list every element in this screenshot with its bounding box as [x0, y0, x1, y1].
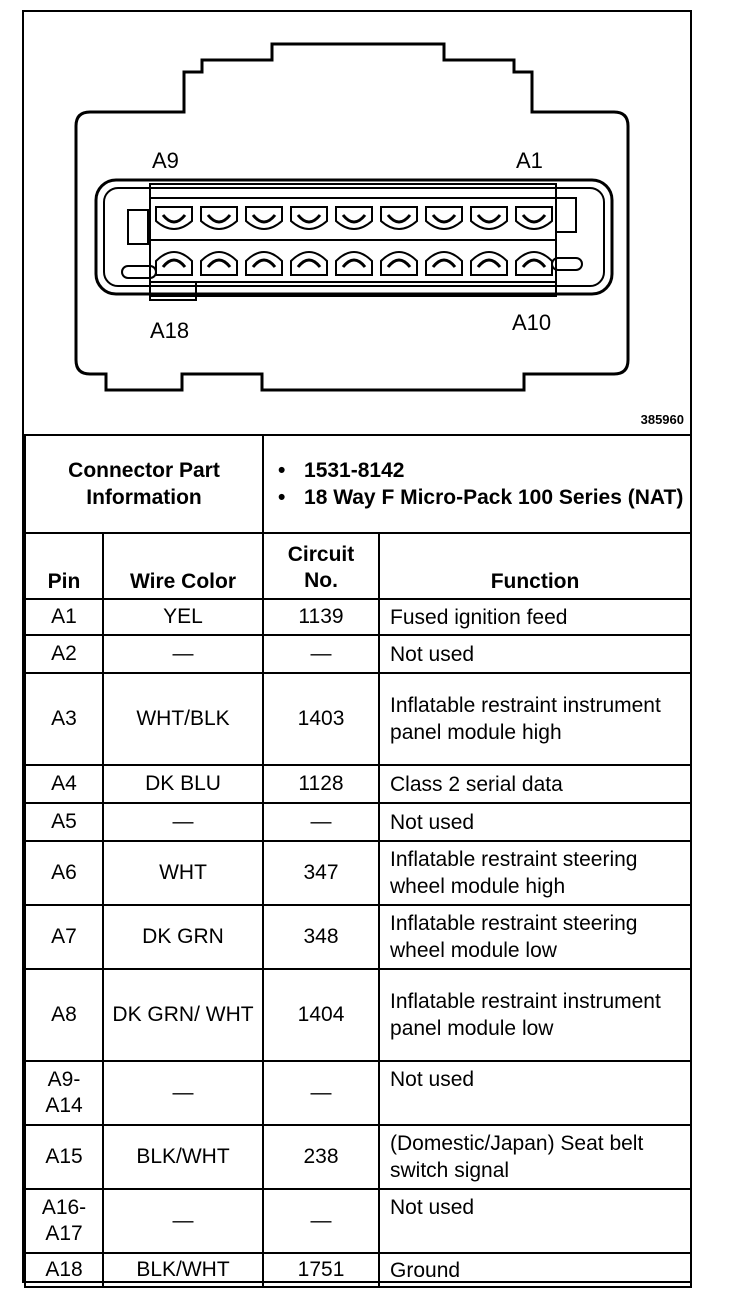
wire-color-cell: —	[103, 803, 263, 841]
function-cell: Inflatable restraint steering wheel module high	[379, 841, 691, 905]
connector-info-items	[263, 435, 691, 533]
circuit-cell: 1404	[263, 969, 379, 1061]
connector-diagram	[24, 12, 690, 432]
table-row	[25, 841, 691, 905]
circuit-cell: —	[263, 1189, 379, 1253]
pin-cavity	[381, 207, 417, 229]
wire-color-cell: WHT/BLK	[103, 673, 263, 765]
circuit-cell: —	[263, 803, 379, 841]
pin-cavity	[516, 207, 552, 229]
function-cell: Not used	[379, 1061, 691, 1125]
header-pin: Pin	[25, 533, 103, 599]
table-row	[25, 635, 691, 673]
wire-color-cell: DK GRN/ WHT	[103, 969, 263, 1061]
pin-cell: A16- A17	[25, 1189, 103, 1253]
header-wire-color: Wire Color	[103, 533, 263, 599]
pin-cell: A18	[25, 1253, 103, 1287]
wire-color-cell: —	[103, 1189, 263, 1253]
pin-cavity	[246, 252, 282, 275]
circuit-cell: 1751	[263, 1253, 379, 1287]
pin-cell: A7	[25, 905, 103, 969]
function-cell: Not used	[379, 1189, 691, 1253]
connector-info-row	[25, 435, 691, 533]
header-circuit: Circuit No.	[263, 533, 379, 599]
connector-part-number	[278, 457, 684, 484]
function-cell: Not used	[379, 803, 691, 841]
table-row	[25, 969, 691, 1061]
table-row	[25, 1125, 691, 1189]
circuit-cell: 347	[263, 841, 379, 905]
function-cell: Class 2 serial data	[379, 765, 691, 803]
pin-label-a1: A1	[516, 148, 543, 173]
pin-label-a18: A18	[150, 318, 190, 343]
wire-color-cell: —	[103, 635, 263, 673]
pin-cell: A1	[25, 599, 103, 635]
wire-color-cell: BLK/WHT	[103, 1253, 263, 1287]
wire-color-cell: WHT	[103, 841, 263, 905]
function-cell: (Domestic/Japan) Seat belt switch signal	[379, 1125, 691, 1189]
connector-info-label: Connector Part Information	[25, 435, 263, 533]
table-row	[25, 905, 691, 969]
pin-cavity	[291, 207, 327, 229]
left-key	[128, 210, 148, 244]
wire-color-cell: DK BLU	[103, 765, 263, 803]
pin-cavity	[201, 207, 237, 229]
pin-cell: A8	[25, 969, 103, 1061]
connector-inner-frame	[104, 188, 604, 286]
table-row	[25, 1189, 691, 1253]
pin-cavity	[291, 252, 327, 275]
pin-cavity	[426, 207, 462, 229]
pin-cell: A9- A14	[25, 1061, 103, 1125]
connector-drawing	[24, 12, 690, 432]
pin-cell: A4	[25, 765, 103, 803]
circuit-cell: 1139	[263, 599, 379, 635]
wire-color-cell: —	[103, 1061, 263, 1125]
pin-cell: A5	[25, 803, 103, 841]
function-cell: Fused ignition feed	[379, 599, 691, 635]
table-row	[25, 803, 691, 841]
circuit-cell: 1128	[263, 765, 379, 803]
pin-cavity	[426, 252, 462, 275]
connector-sheet	[22, 10, 692, 1283]
circuit-cell: 348	[263, 905, 379, 969]
table-row	[25, 1061, 691, 1125]
function-cell: Ground	[379, 1253, 691, 1287]
figure-id: 385960	[640, 412, 684, 427]
header-function: Function	[379, 533, 691, 599]
table-header-row	[25, 533, 691, 599]
pin-cavity	[471, 207, 507, 229]
right-key	[556, 198, 576, 232]
connector-description	[278, 484, 684, 511]
pin-cell: A3	[25, 673, 103, 765]
part-number-text: 1531-8142	[304, 459, 405, 482]
pin-cavity	[246, 207, 282, 229]
pin-cavity	[336, 207, 372, 229]
wire-color-cell: BLK/WHT	[103, 1125, 263, 1189]
circuit-cell: 1403	[263, 673, 379, 765]
function-cell: Inflatable restraint instrument panel module low	[379, 969, 691, 1061]
table-row	[25, 765, 691, 803]
pin-cavity	[156, 207, 192, 229]
circuit-cell: —	[263, 1061, 379, 1125]
circuit-cell: 238	[263, 1125, 379, 1189]
pin-cavity	[471, 252, 507, 275]
pin-cavity	[201, 252, 237, 275]
function-cell: Inflatable restraint steering wheel module low	[379, 905, 691, 969]
pin-a18-marker	[150, 282, 196, 300]
table-row	[25, 1253, 691, 1287]
wire-color-cell: YEL	[103, 599, 263, 635]
bullet: •	[278, 459, 286, 482]
description-text: 18 Way F Micro-Pack 100 Series (NAT)	[304, 486, 684, 509]
pin-label-a9: A9	[152, 148, 179, 173]
table-body	[25, 599, 691, 1287]
bullet: •	[278, 486, 286, 509]
pin-cell: A6	[25, 841, 103, 905]
pin-label-a10: A10	[512, 310, 552, 335]
circuit-cell: —	[263, 635, 379, 673]
pin-cavity	[381, 252, 417, 275]
function-cell: Inflatable restraint instrument panel module high	[379, 673, 691, 765]
table-row	[25, 673, 691, 765]
function-cell: Not used	[379, 635, 691, 673]
table-row	[25, 599, 691, 635]
pin-cavity	[336, 252, 372, 275]
pin-cell: A15	[25, 1125, 103, 1189]
pinout-table	[24, 434, 692, 1288]
pin-cell: A2	[25, 635, 103, 673]
pin-cavity	[156, 252, 192, 275]
wire-color-cell: DK GRN	[103, 905, 263, 969]
pin-cavity	[516, 252, 552, 275]
